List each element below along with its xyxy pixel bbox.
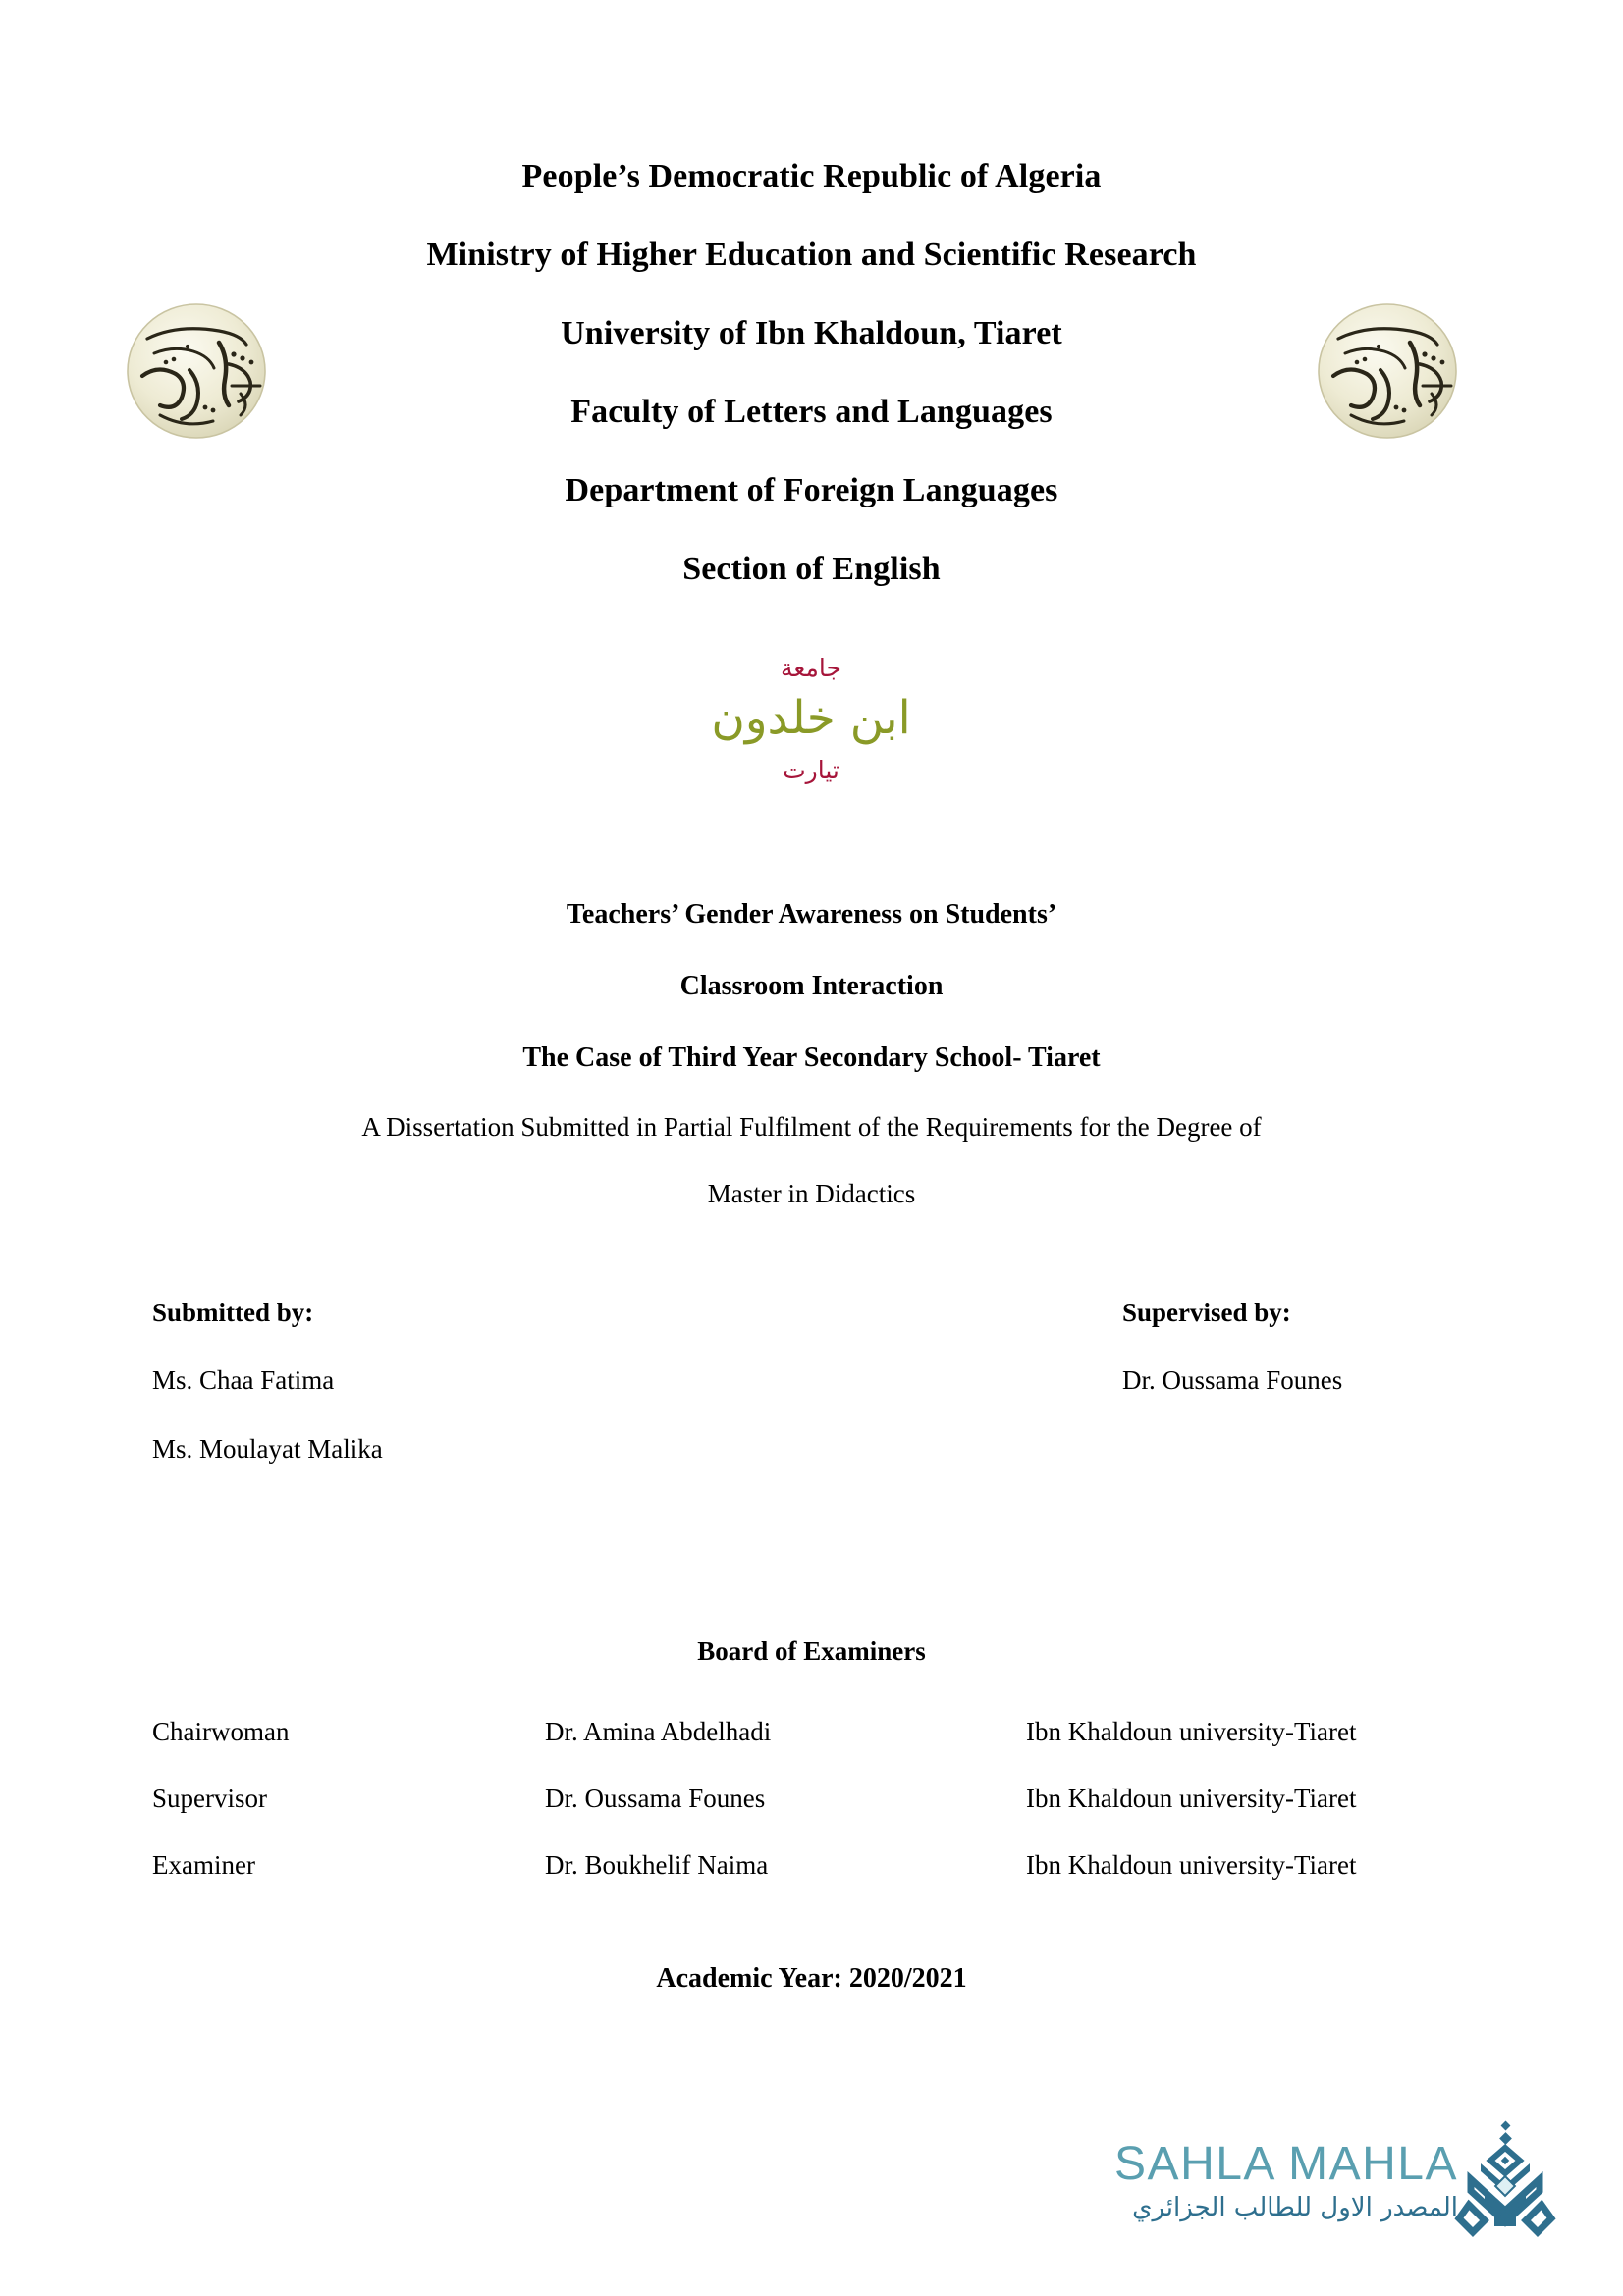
board-role-examiner: Examiner <box>152 1850 255 1880</box>
board-name-supervisor: Dr. Oussama Founes <box>545 1784 766 1813</box>
board-institution-supervisor: Ibn Khaldoun university-Tiaret <box>1026 1784 1357 1813</box>
table-row <box>0 1848 1623 1915</box>
title-line-3: The Case of Third Year Secondary School- Tiaret <box>522 1042 1101 1073</box>
sahla-mahla-arabic-tagline: المصدر الاول للطالب الجزائري <box>1132 2193 1458 2222</box>
supervised-by-name-1: Dr. Oussama Founes <box>1122 1365 1343 1395</box>
table-row <box>0 1782 1623 1848</box>
academic-year-label: Academic Year: 2020/2021 <box>656 1963 967 1994</box>
title-line-1: Teachers’ Gender Awareness on Students’ <box>566 899 1057 930</box>
submitted-by-name-1: Ms. Chaa Fatima <box>152 1365 335 1395</box>
header-line-department: Department of Foreign Languages <box>565 472 1058 508</box>
logo-bottom-arabic: تيارت <box>783 756 839 784</box>
table-row <box>0 1715 1623 1782</box>
board-role-supervisor: Supervisor <box>152 1784 267 1813</box>
logo-top-arabic: جامعة <box>781 654 841 682</box>
submitted-by-name-2: Ms. Moulayat Malika <box>152 1434 383 1464</box>
header-line-university: University of Ibn Khaldoun, Tiaret <box>561 315 1062 351</box>
header-line-faculty: Faculty of Letters and Languages <box>570 394 1053 430</box>
university-calligraphy-logo-icon <box>713 643 909 805</box>
dissertation-title-block <box>0 879 1623 1227</box>
board-of-examiners-title: Board of Examiners <box>697 1636 926 1666</box>
board-of-examiners-section <box>0 1634 1623 1915</box>
header-line-ministry: Ministry of Higher Education and Scientific Research <box>426 237 1197 273</box>
university-seal-left-icon <box>103 299 290 443</box>
sahla-mahla-watermark <box>1065 2120 1556 2248</box>
submitted-by-label: Submitted by: <box>152 1298 314 1327</box>
board-name-examiner: Dr. Boukhelif Naima <box>545 1850 769 1880</box>
amazigh-diamond-ornament-icon <box>1451 2120 1559 2243</box>
header-line-country: People’s Democratic Republic of Algeria <box>521 158 1102 194</box>
board-institution-examiner: Ibn Khaldoun university-Tiaret <box>1026 1850 1357 1880</box>
title-line-2: Classroom Interaction <box>679 971 944 1001</box>
supervised-by-column <box>1122 1296 1342 1432</box>
degree-statement-line-2: Master in Didactics <box>707 1179 916 1208</box>
submitted-by-column <box>152 1296 383 1501</box>
supervised-by-label: Supervised by: <box>1122 1298 1291 1327</box>
credits-section <box>0 1296 1623 1492</box>
board-role-chairwoman: Chairwoman <box>152 1717 290 1746</box>
board-name-chairwoman: Dr. Amina Abdelhadi <box>545 1717 772 1746</box>
sahla-mahla-wordmark: SAHLA MAHLA <box>1114 2138 1458 2190</box>
degree-statement-line-1: A Dissertation Submitted in Partial Fulfilment of the Requirements for the Degree of <box>361 1112 1262 1142</box>
university-seal-right-icon <box>1294 299 1481 443</box>
board-institution-chairwoman: Ibn Khaldoun university-Tiaret <box>1026 1717 1357 1746</box>
logo-middle-arabic: ابن خلدون <box>713 691 909 745</box>
header-line-section: Section of English <box>682 551 941 587</box>
